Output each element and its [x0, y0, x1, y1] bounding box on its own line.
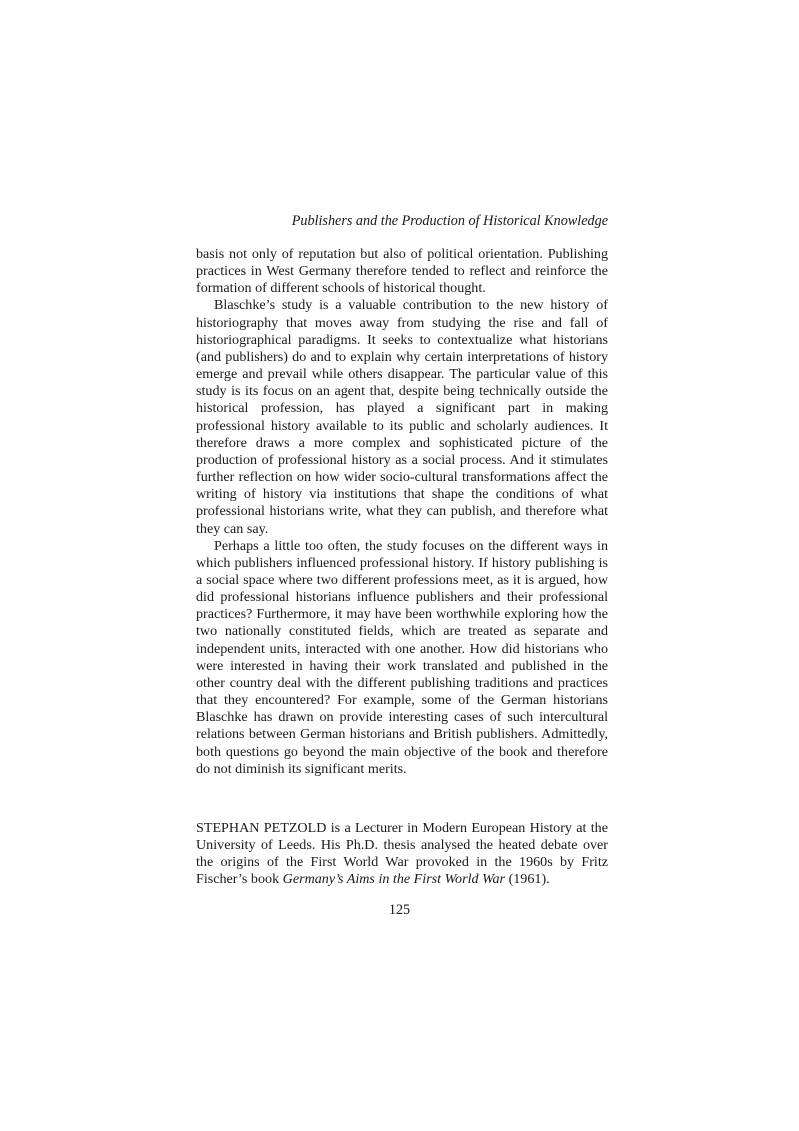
author-bio-part-2: (1961). [505, 871, 550, 888]
running-head: Publishers and the Production of Historical Knowledge [291, 213, 608, 229]
paragraph-contribution: Blaschke’s study is a valuable contribution to the new history of historiography that moves away from studying the rise and fall of historiographical paradigms. It seeks to contextualize what historians (and publishers) do and to explain why certain interpretations of history emerge and prevail while others disappear. The particular value of this study is its focus on an agent that, despite being technically outside the historical profession, has played a significant part in making professional history available to its public and scholarly audiences. It therefore draws a more complex and sophisticated picture of the production of professional history as a social process. And it stimulates further reflection on how wider socio-cultural transformations affect the writing of history via institutions that shape the conditions of what professional historians write, what they can publish, and therefore what they can say. [196, 297, 608, 537]
author-bio [196, 820, 608, 889]
author-bio-text [196, 820, 608, 889]
author-book-title: Germany’s Aims in the First World War [282, 871, 506, 888]
author-name: STEPHAN PETZOLD [196, 820, 327, 836]
review-body [196, 246, 608, 778]
page-number: 125 [388, 902, 411, 918]
paragraph-critique: Perhaps a little too often, the study focuses on the different ways in which publishers influenced professional history. If history publishing is a social space where two different professions meet, as it is argued, how did professional historians influence publishers and their professional practices? Furthermore, it may have been worthwhile exploring how the two nationally constituted fields, which are treated as separate and independent units, interacted with one another. How did historians who were interested in having their work translated and published in the other country deal with the different publishing traditions and practices that they encountered? For example, some of the German historians Blaschke has drawn on provide interesting cases of such intercultural relations between German historians and British publishers. Admittedly, both questions go beyond the main objective of the book and therefore do not diminish its significant merits. [196, 537, 608, 777]
author-bio-part-1: is a Lecturer in Modern European History at the University of Leeds. His Ph.D. thesis analysed the heated debate over the origins of the First World War provoked in the 1960s by Fritz Fischer’s book [196, 820, 608, 888]
paragraph-continuation: basis not only of reputation but also of political orientation. Publishing practices in West Germany therefore tended to reflect and reinforce the formation of different schools of historical thought. [196, 246, 608, 297]
